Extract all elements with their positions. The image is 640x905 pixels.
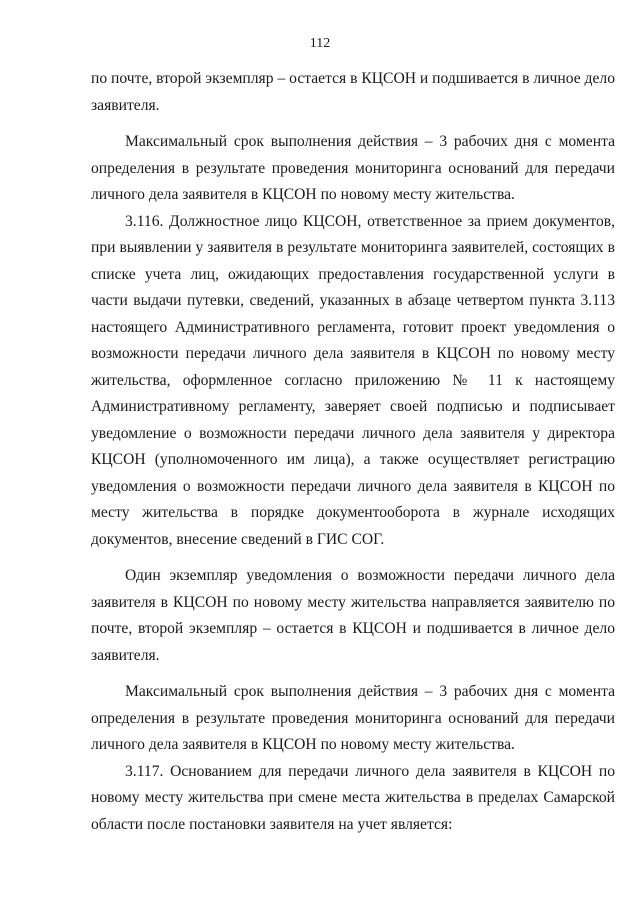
page-number: 112 bbox=[309, 36, 331, 51]
paragraph-notification-copy: Один экземпляр уведомления о возможности передачи личного дела заявителя в КЦСОН по новому месту жительства направляется заявителю по почте, второй экземпляр – остается в КЦСОН и подшивается в личное дело заявителя. bbox=[91, 567, 615, 664]
paragraph-deadline-2: Максимальный срок выполнения действия – 3 рабочих дня с момента определения в результате проведения мониторинга оснований для передачи личного дела заявителя в КЦСОН по новому месту жительства. bbox=[91, 683, 615, 753]
document-body bbox=[91, 66, 615, 838]
paragraph-clause-3-117: 3.117. Основанием для передачи личного дела заявителя в КЦСОН по новому месту жительства при смене места жительства в пределах Самарской области после постановки заявителя на учет является: bbox=[91, 762, 615, 833]
paragraph-clause-3-116: 3.116. Должностное лицо КЦСОН, ответственное за прием документов, при выявлении у заявителя в результате мониторинга заявителей, состоящих в списке учета лиц, ожидающих предоставления государственной услуги в части выдачи путевки, сведений, указанных в абзаце четвертом пункта 3.113 настоящего Административного регламента, готовит проект уведомления о возможности передачи личного дела заявителя в КЦСОН по новому месту жительства, оформленное согласно приложению № 11 к настоящему Административному регламенту, заверяет своей подписью и подписывает уведомление о возможности передачи личного дела заявителя у директора КЦСОН (уполномоченного им лица), а также осуществляет регистрацию уведомления о возможности передачи личного дела заявителя в КЦСОН по месту жительства в порядке документооборота в журнале исходящих документов, внесение сведений в ГИС СОГ. bbox=[91, 212, 615, 548]
paragraph-continuation: по почте, второй экземпляр – остается в КЦСОН и подшивается в личное дело заявителя. bbox=[91, 70, 615, 114]
paragraph-deadline-1: Максимальный срок выполнения действия – 3 рабочих дня с момента определения в результате проведения мониторинга оснований для передачи личного дела заявителя в КЦСОН по новому месту жительства. bbox=[91, 133, 615, 203]
